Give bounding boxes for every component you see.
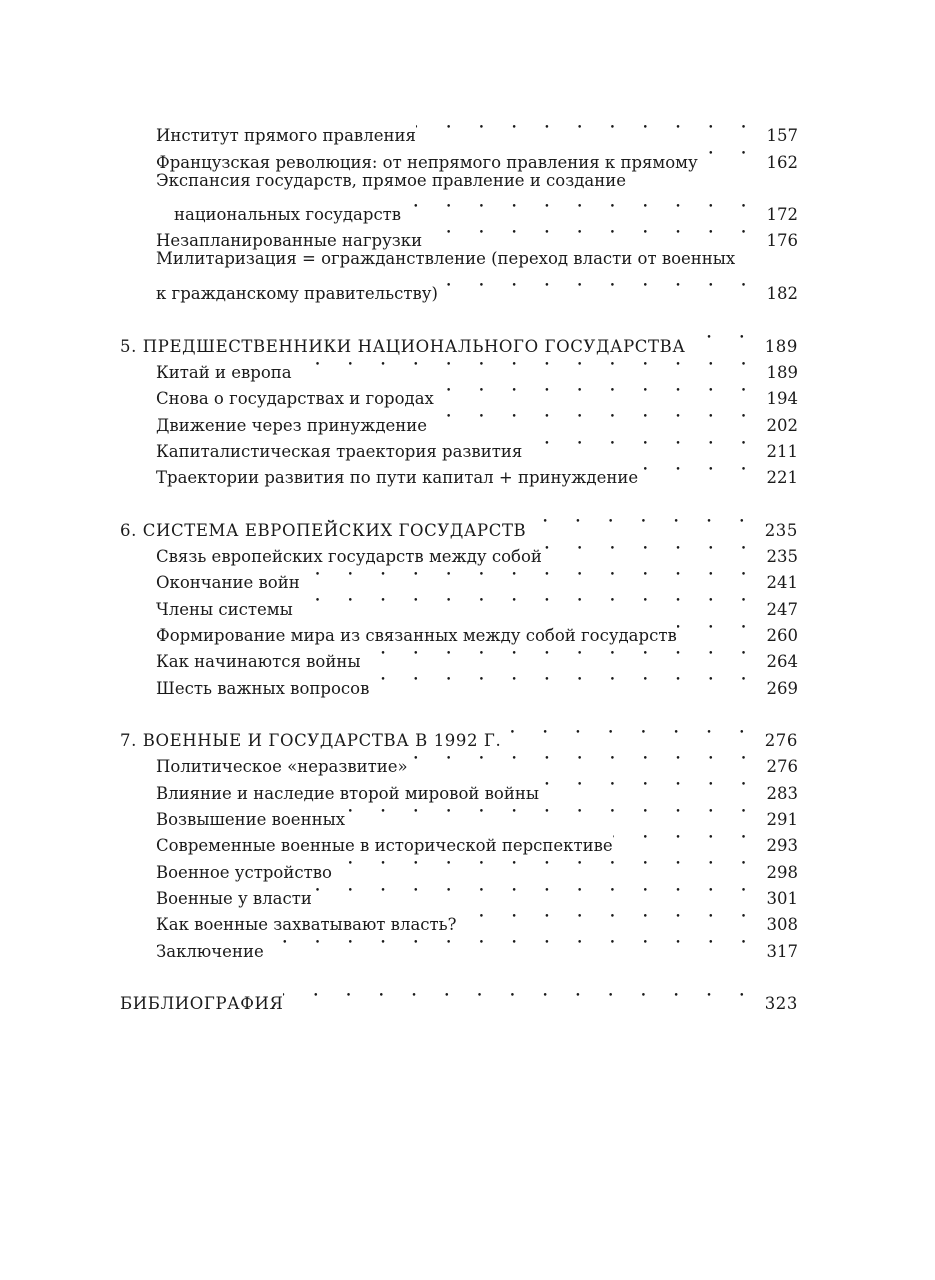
toc-page-number: 194 (766, 389, 798, 409)
toc-entry-continuation[interactable] (120, 194, 798, 225)
toc-entry-title: Траектории развития по пути капитал + принуждение (156, 468, 639, 488)
toc-entry-title: Движение через принуждение (156, 415, 428, 435)
toc-page-number: 211 (766, 441, 798, 461)
toc-chapter[interactable] (120, 325, 798, 356)
dot-leader (638, 457, 762, 483)
dot-leader (542, 536, 763, 562)
toc-page-number: 260 (766, 625, 798, 645)
dot-leader (360, 641, 762, 667)
toc-entry-title: Капиталистическая траектория развития (156, 441, 523, 461)
toc-page-number: 323 (764, 994, 798, 1014)
toc-entry-title: Шесть важных вопросов (156, 678, 370, 698)
toc-page-number: 247 (766, 599, 798, 619)
toc-page-number: 298 (766, 862, 798, 882)
toc-entry-title: Члены системы (156, 599, 293, 619)
dot-leader (293, 588, 763, 614)
toc-page-number: 189 (764, 336, 798, 356)
toc-page-number: 317 (766, 941, 798, 961)
toc-entry-title: Незапланированные нагрузки (156, 231, 423, 251)
toc-entry-title: Как начинаются войны (156, 652, 361, 672)
toc-entry-start[interactable] (120, 246, 798, 272)
table-of-contents (120, 115, 798, 1014)
toc-entry-title: национальных государств (174, 205, 402, 225)
toc-page-number: 276 (764, 731, 798, 751)
toc-entry-title: Окончание войн (156, 573, 300, 593)
toc-entry-title: 5. ПРЕДШЕСТВЕННИКИ НАЦИОНАЛЬНОГО ГОСУДАРСТВА (120, 336, 686, 356)
toc-page-number: 157 (766, 126, 798, 146)
dot-leader (427, 404, 762, 430)
toc-entry-title: Снова о государствах и городах (156, 389, 434, 409)
toc-entry[interactable] (120, 115, 798, 146)
dot-leader (369, 667, 762, 693)
toc-entry-title: Китай и европа (156, 362, 292, 382)
toc-entry-title: Формирование мира из связанных между собой государств (156, 625, 677, 645)
dot-leader (345, 799, 762, 825)
toc-chapter[interactable] (120, 509, 798, 540)
toc-page-number: 202 (766, 415, 798, 435)
toc-page-number: 189 (766, 362, 798, 382)
dot-leader (332, 851, 763, 877)
toc-entry-title: Военное устройство (156, 862, 332, 882)
toc-page-number: 241 (766, 573, 798, 593)
toc-entry-title: Институт прямого правления (156, 126, 416, 146)
toc-page-number: 235 (764, 520, 798, 540)
dot-leader (526, 509, 760, 535)
toc-entry-title: Милитаризация = огражданствление (переход власти от военных (156, 249, 736, 269)
toc-page-number: 221 (766, 468, 798, 488)
dot-leader (438, 273, 763, 299)
toc-page-number: 182 (766, 284, 798, 304)
toc-entry-title: Французская революция: от непрямого правления к прямому (156, 152, 698, 172)
dot-leader (292, 352, 763, 378)
toc-entry[interactable] (120, 273, 798, 304)
dot-leader (613, 825, 763, 851)
toc-entry-title: Как военные захватывают власть? (156, 915, 457, 935)
toc-page-number: 291 (766, 810, 798, 830)
toc-entry-title: БИБЛИОГРАФИЯ (120, 994, 284, 1014)
toc-entry-start[interactable] (120, 168, 798, 194)
dot-leader (416, 115, 763, 141)
toc-entry-title: 7. ВОЕННЫЕ И ГОСУДАРСТВА В 1992 Г. (120, 731, 502, 751)
toc-entry-title: Современные военные в исторической перспективе (156, 836, 613, 856)
toc-entry-title: Военные у власти (156, 888, 312, 908)
dot-leader (522, 431, 762, 457)
toc-entry-title: 6. СИСТЕМА ЕВРОПЕЙСКИХ ГОСУДАРСТВ (120, 520, 527, 540)
toc-entry-title: Возвышение военных (156, 810, 346, 830)
dot-leader (401, 194, 762, 220)
dot-leader (457, 904, 763, 930)
toc-chapter[interactable] (120, 983, 798, 1014)
toc-page-number: 235 (766, 547, 798, 567)
toc-page-number: 162 (766, 152, 798, 172)
toc-page-number: 269 (766, 678, 798, 698)
dot-leader (685, 325, 760, 351)
toc-page-number: 172 (766, 205, 798, 225)
dot-leader (501, 720, 760, 746)
toc-page-number: 276 (766, 757, 798, 777)
toc-entry-title: Экспансия государств, прямое правление и создание (156, 170, 626, 190)
dot-leader (698, 141, 763, 167)
toc-chapter[interactable] (120, 720, 798, 751)
dot-leader (283, 983, 760, 1009)
dot-leader (300, 562, 763, 588)
toc-entry-title: к гражданскому правительству) (156, 284, 438, 304)
toc-page-number: 308 (766, 915, 798, 935)
toc-page-number: 176 (766, 231, 798, 251)
dot-leader (434, 378, 763, 404)
toc-entry-title: Заключение (156, 941, 264, 961)
toc-page-number: 283 (766, 783, 798, 803)
dot-leader (539, 772, 763, 798)
toc-entry-title: Политическое «неразвитие» (156, 757, 408, 777)
dot-leader (408, 746, 763, 772)
dot-leader (312, 878, 763, 904)
toc-page-number: 293 (766, 836, 798, 856)
dot-leader (677, 615, 763, 641)
toc-page-number: 264 (766, 652, 798, 672)
dot-leader (264, 930, 763, 956)
dot-leader (422, 220, 762, 246)
toc-page-number: 301 (766, 888, 798, 908)
toc-entry-title: Влияние и наследие второй мировой войны (156, 783, 539, 803)
toc-entry-title: Связь европейских государств между собой (156, 547, 542, 567)
